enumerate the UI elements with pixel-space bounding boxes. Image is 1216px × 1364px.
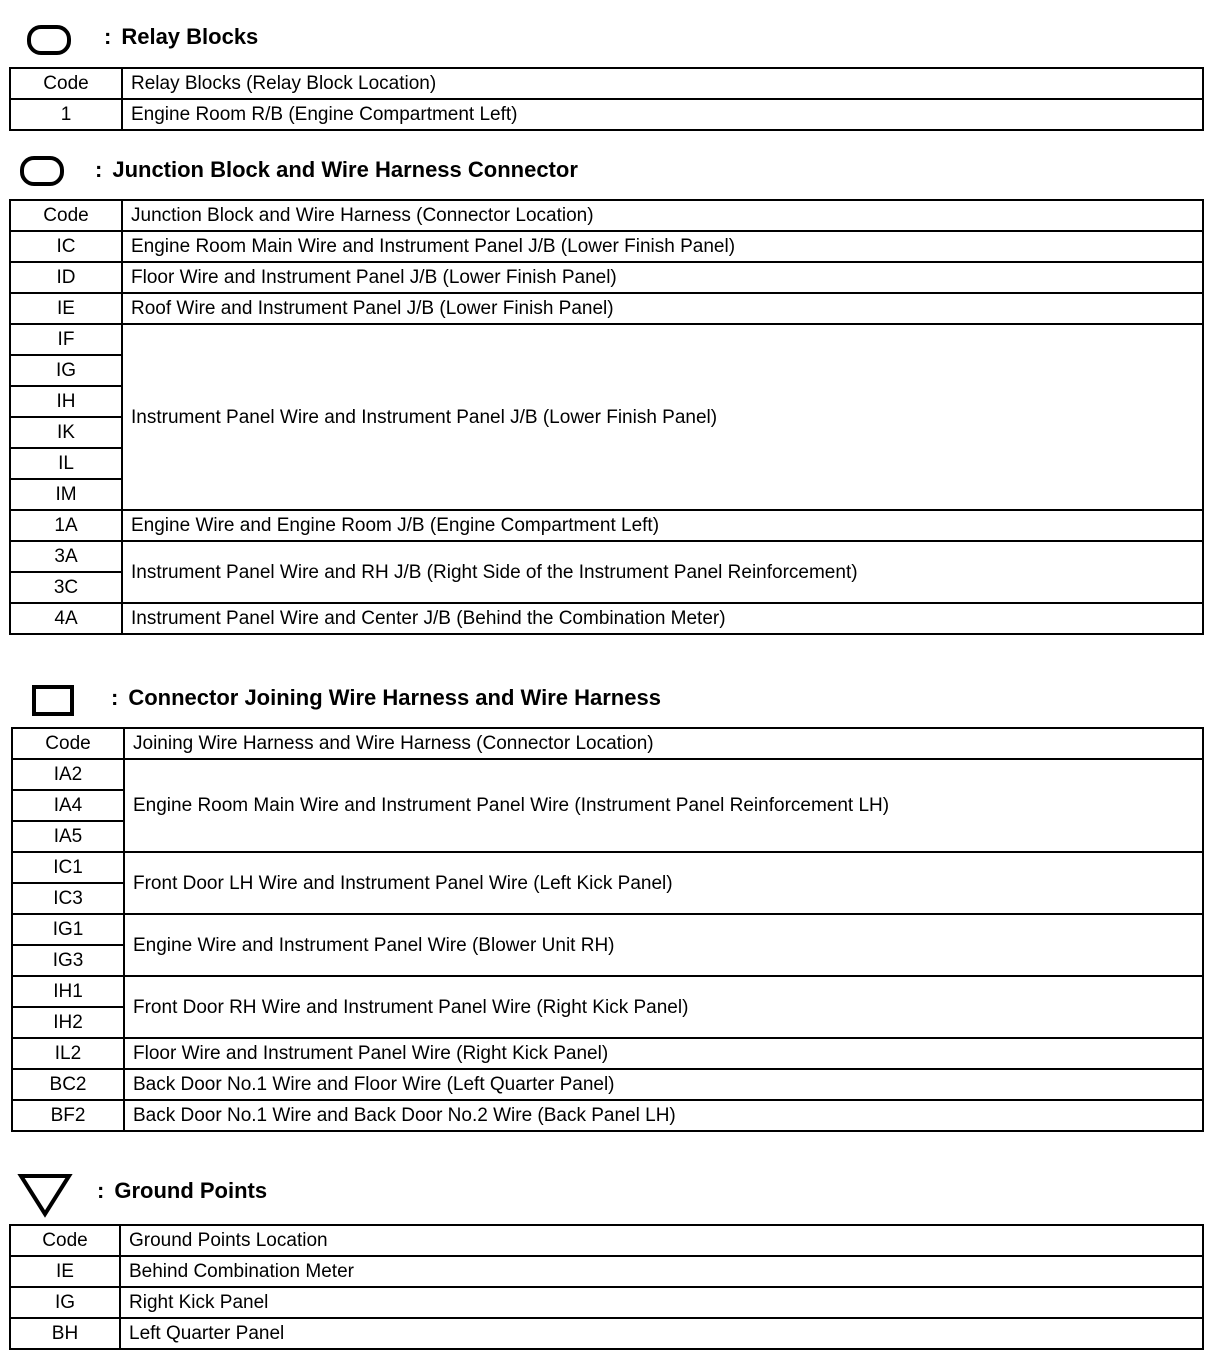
description-cell: Instrument Panel Wire and RH J/B (Right Side of the Instrument Panel Reinforcement) [122,541,1203,603]
description-cell: Front Door RH Wire and Instrument Panel Wire (Right Kick Panel) [124,976,1203,1038]
table-row [10,541,1203,572]
description-cell: Floor Wire and Instrument Panel Wire (Right Kick Panel) [124,1038,1203,1069]
description-cell: Left Quarter Panel [120,1318,1203,1349]
description-cell: Behind Combination Meter [120,1256,1203,1287]
code-cell: BC2 [12,1069,124,1100]
code-cell: IC [10,231,122,262]
description-cell: Floor Wire and Instrument Panel J/B (Lower Finish Panel) [122,262,1203,293]
header-description-cell: Relay Blocks (Relay Block Location) [122,68,1203,99]
code-cell: BF2 [12,1100,124,1131]
section-title-text: Connector Joining Wire Harness and Wire Harness [128,685,661,710]
code-cell: IE [10,293,122,324]
description-cell: Engine Wire and Instrument Panel Wire (Blower Unit RH) [124,914,1203,976]
header-description-cell: Joining Wire Harness and Wire Harness (Connector Location) [124,728,1203,759]
code-cell: IF [10,324,122,355]
table-row [12,1100,1203,1131]
code-cell: IA2 [12,759,124,790]
code-cell: IE [10,1256,120,1287]
section-title-ground-points: : Ground Points [97,1178,268,1203]
table-row [10,603,1203,634]
table-row [10,324,1203,355]
description-cell: Engine Wire and Engine Room J/B (Engine Compartment Left) [122,510,1203,541]
table-row [10,1318,1203,1349]
description-cell: Back Door No.1 Wire and Floor Wire (Left Quarter Panel) [124,1069,1203,1100]
table-row [10,262,1203,293]
relay-block-symbol-icon [27,24,73,56]
code-cell: IC3 [12,883,124,914]
code-cell: 3C [10,572,122,603]
table-row [10,99,1203,130]
code-cell: IH2 [12,1007,124,1038]
table-row [12,976,1203,1007]
table-header-row [10,200,1203,231]
table-row [10,293,1203,324]
section-title-text: Relay Blocks [121,24,259,49]
section-title-relay-blocks: : Relay Blocks [104,24,259,49]
table-row [10,231,1203,262]
code-cell: IA5 [12,821,124,852]
description-cell: Roof Wire and Instrument Panel J/B (Lower Finish Panel) [122,293,1203,324]
code-cell: IM [10,479,122,510]
table-row [10,1287,1203,1318]
header-description-cell: Junction Block and Wire Harness (Connector Location) [122,200,1203,231]
header-code-cell: Code [12,728,124,759]
code-cell: IG3 [12,945,124,976]
description-cell: Engine Room Main Wire and Instrument Panel Wire (Instrument Panel Reinforcement LH) [124,759,1203,852]
code-cell: BH [10,1318,120,1349]
table-row [12,914,1203,945]
code-cell: IH1 [12,976,124,1007]
code-cell: 1A [10,510,122,541]
connector-symbol-icon [31,684,77,718]
table-row [12,1069,1203,1100]
code-cell: IA4 [12,790,124,821]
code-cell: IG [10,355,122,386]
header-code-cell: Code [10,200,122,231]
code-cell: IL [10,448,122,479]
table-row [10,1256,1203,1287]
section-title-text: Ground Points [114,1178,268,1203]
header-code-cell: Code [10,1225,120,1256]
description-cell: Front Door LH Wire and Instrument Panel Wire (Left Kick Panel) [124,852,1203,914]
header-code-cell: Code [10,68,122,99]
relay-blocks-table [9,67,1204,131]
connector-joining-table [11,727,1204,1132]
description-cell: Instrument Panel Wire and Center J/B (Behind the Combination Meter) [122,603,1203,634]
table-header-row [10,1225,1203,1256]
description-cell: Engine Room Main Wire and Instrument Panel J/B (Lower Finish Panel) [122,231,1203,262]
description-cell: Instrument Panel Wire and Instrument Panel J/B (Lower Finish Panel) [122,324,1203,510]
table-header-row [12,728,1203,759]
code-cell: 4A [10,603,122,634]
junction-block-table [9,199,1204,635]
table-row [10,510,1203,541]
ground-point-symbol-icon [17,1172,75,1218]
code-cell: 1 [10,99,122,130]
section-title-text: Junction Block and Wire Harness Connector [112,157,578,182]
code-cell: IG [10,1287,120,1318]
code-cell: IG1 [12,914,124,945]
code-cell: IL2 [12,1038,124,1069]
section-title-connector-joining: : Connector Joining Wire Harness and Wire Harness [111,685,661,710]
code-cell: 3A [10,541,122,572]
table-row [12,852,1203,883]
code-cell: IC1 [12,852,124,883]
ground-points-table [9,1224,1204,1350]
table-row [12,1038,1203,1069]
header-description-cell: Ground Points Location [120,1225,1203,1256]
description-cell: Right Kick Panel [120,1287,1203,1318]
section-title-junction-block: : Junction Block and Wire Harness Connector [95,157,578,182]
table-header-row [10,68,1203,99]
code-cell: IK [10,417,122,448]
table-row [12,759,1203,790]
code-cell: ID [10,262,122,293]
description-cell: Back Door No.1 Wire and Back Door No.2 Wire (Back Panel LH) [124,1100,1203,1131]
description-cell: Engine Room R/B (Engine Compartment Left) [122,99,1203,130]
code-cell: IH [10,386,122,417]
junction-block-symbol-icon [20,155,66,187]
